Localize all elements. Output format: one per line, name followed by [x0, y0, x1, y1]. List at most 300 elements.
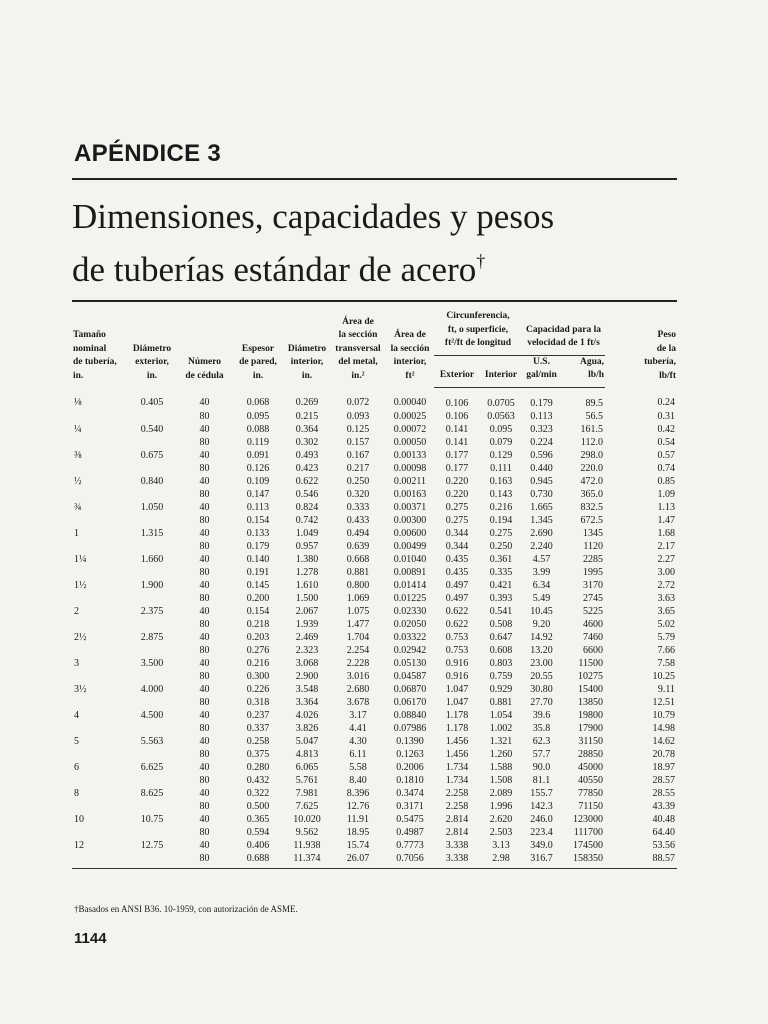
cell-circ-interior: 0.129: [489, 449, 513, 461]
table-row: [72, 514, 677, 527]
cell-peso: 2.72: [657, 579, 675, 591]
cell-espesor: 0.258: [246, 735, 270, 747]
cell-circ-interior: 1.054: [489, 709, 513, 721]
cell-tamano: ¼: [74, 423, 82, 435]
cell-diametro-exterior: 12.75: [140, 839, 164, 851]
cell-diametro-exterior: [127, 826, 177, 839]
cell-tamano: [72, 722, 127, 735]
cell-cap-agua: 13850: [578, 696, 603, 708]
cell-cap-gal: 0.179: [530, 397, 553, 409]
cell-cedula: 80: [199, 462, 210, 474]
cell-cedula: 80: [199, 748, 210, 760]
cell-diametro-exterior: [127, 618, 177, 631]
cell-cap-agua: 672.5: [580, 514, 603, 526]
cell-area-metal: 8.40: [349, 774, 367, 786]
cell-espesor: 0.237: [246, 709, 270, 721]
cell-cedula: 40: [199, 839, 210, 851]
cell-cedula: 40: [199, 475, 210, 487]
cell-diametro-exterior: [127, 852, 177, 869]
table-row: [72, 800, 677, 813]
cell-espesor: 0.375: [246, 748, 270, 760]
cell-espesor: 0.109: [246, 475, 270, 487]
cell-diametro-exterior: [127, 566, 177, 579]
cell-area-metal: 1.477: [346, 618, 370, 630]
cell-cap-agua: 19800: [578, 709, 603, 721]
cell-tamano: 2: [74, 605, 79, 617]
cell-cap-agua: 7460: [583, 631, 603, 643]
cell-cap-gal: 2.690: [530, 527, 553, 539]
table-row: [72, 722, 677, 735]
cell-peso: 5.02: [657, 618, 675, 630]
cell-cap-agua: 40550: [578, 774, 603, 786]
cell-peso: 1.47: [657, 514, 675, 526]
cell-cap-gal: 0.945: [530, 475, 553, 487]
cell-cap-agua: 112.0: [580, 436, 603, 448]
cell-diametro-interior: 3.548: [295, 683, 319, 695]
cell-cap-gal: 349.0: [530, 839, 553, 851]
cell-cedula: 80: [199, 722, 210, 734]
cell-area-metal: 0.668: [346, 553, 370, 565]
cell-cap-gal: 316.7: [522, 852, 561, 869]
table-row: [72, 631, 677, 644]
cell-cedula: 40: [199, 683, 210, 695]
cell-espesor: 0.088: [246, 423, 270, 435]
cell-diametro-interior: 0.423: [295, 462, 319, 474]
title-line-2: de tuberías estándar de acero: [72, 250, 477, 289]
cell-diametro-exterior: 1.050: [140, 501, 164, 513]
cell-diametro-interior: 2.067: [295, 605, 319, 617]
cell-diametro-exterior: [127, 670, 177, 683]
cell-cedula: 40: [199, 501, 210, 513]
cell-tamano: 8: [74, 787, 79, 799]
cell-cap-agua: 472.0: [580, 475, 603, 487]
cell-diametro-exterior: 2.875: [140, 631, 164, 643]
cell-espesor: 0.594: [246, 826, 270, 838]
cell-cap-gal: 4.57: [532, 553, 551, 565]
cell-diametro-exterior: 4.000: [140, 683, 164, 695]
cell-circ-interior: 0.508: [489, 618, 513, 630]
cell-peso: 0.54: [657, 436, 675, 448]
cell-espesor: 0.280: [246, 761, 270, 773]
cell-diametro-interior: 1.500: [295, 592, 319, 604]
cell-area-interior: 0.01225: [393, 592, 427, 604]
table-row: [72, 436, 677, 449]
cell-tamano: 1¼: [74, 553, 87, 565]
cell-circ-exterior: 1.456: [445, 735, 469, 747]
cell-peso: 7.66: [657, 644, 675, 656]
cell-cedula: 80: [199, 436, 210, 448]
cell-cedula: 80: [199, 488, 210, 500]
cell-cap-agua: 111700: [573, 826, 603, 838]
cell-cap-gal: 23.00: [530, 657, 553, 669]
cell-espesor: 0.119: [246, 436, 270, 448]
cell-circ-interior: 0.0563: [487, 410, 515, 422]
cell-cedula: 40: [199, 813, 210, 825]
table-row: [72, 488, 677, 501]
cell-circ-interior: 0.361: [489, 553, 513, 565]
pipe-dimensions-table: [72, 308, 677, 869]
cell-area-metal: 15.74: [346, 839, 370, 851]
cell-area-metal: 0.072: [346, 397, 370, 409]
header-area-metal: Área de la sección transversal del metal, in.²: [335, 316, 381, 381]
title-footnote-mark: †: [476, 251, 486, 271]
cell-cap-gal: 20.55: [530, 670, 553, 682]
cell-peso: 0.31: [657, 410, 675, 422]
page-number: 1144: [74, 930, 107, 947]
cell-espesor: 0.432: [246, 774, 270, 786]
cell-circ-exterior: 0.753: [445, 644, 469, 656]
header-cap-gal: U.S. gal/min: [522, 355, 561, 387]
header-diametro-exterior: Diámetro exterior, in.: [132, 343, 172, 381]
cell-tamano: [72, 462, 127, 475]
cell-cap-gal: 0.730: [530, 488, 553, 500]
cell-diametro-interior: 0.493: [295, 449, 319, 461]
cell-peso: 3.65: [657, 605, 675, 617]
cell-cap-agua: 365.0: [580, 488, 603, 500]
cell-cap-gal: 0.596: [530, 449, 553, 461]
cell-cedula: 80: [199, 696, 210, 708]
cell-diametro-exterior: 0.840: [140, 475, 164, 487]
cell-cap-gal: 246.0: [530, 813, 553, 825]
cell-diametro-exterior: 1.900: [140, 579, 164, 591]
cell-area-metal: 0.250: [346, 475, 370, 487]
cell-espesor: 0.216: [246, 657, 270, 669]
cell-cap-gal: 155.7: [530, 787, 553, 799]
cell-diametro-interior: 3.826: [295, 722, 319, 734]
cell-cedula: 80: [199, 540, 210, 552]
table-row: [72, 540, 677, 553]
cell-diametro-interior: 0.824: [295, 501, 319, 513]
cell-circ-exterior: 1.047: [445, 683, 469, 695]
cell-peso: 0.24: [657, 397, 675, 409]
cell-circ-interior: 0.143: [489, 488, 513, 500]
table-row: [72, 852, 677, 869]
cell-circ-interior: 0.335: [489, 566, 513, 578]
cell-cedula: 80: [199, 592, 210, 604]
table-top-rule: [72, 300, 677, 302]
cell-cap-agua: 4600: [583, 618, 603, 630]
cell-circ-exterior: 0.177: [445, 449, 469, 461]
cell-area-metal: 0.320: [346, 488, 370, 500]
cell-area-metal: 2.680: [346, 683, 370, 695]
cell-tamano: 1: [74, 527, 79, 539]
cell-circ-interior: 0.275: [489, 527, 513, 539]
cell-area-metal: 0.167: [346, 449, 370, 461]
cell-diametro-interior: 3.068: [295, 657, 319, 669]
cell-peso: 14.98: [652, 722, 675, 734]
cell-cap-agua: 220.0: [580, 462, 603, 474]
cell-espesor: 0.145: [246, 579, 270, 591]
cell-area-metal: 0.800: [346, 579, 370, 591]
cell-diametro-exterior: 0.540: [140, 423, 164, 435]
cell-area-interior: 0.01414: [393, 579, 427, 591]
cell-peso: 2.17: [657, 540, 675, 552]
cell-cedula: 40: [199, 527, 210, 539]
cell-diametro-exterior: [127, 436, 177, 449]
table-row: [72, 813, 677, 826]
cell-cap-gal: 0.224: [530, 436, 553, 448]
cell-area-interior: 0.00050: [393, 436, 427, 448]
cell-espesor: 0.300: [246, 670, 270, 682]
cell-tamano: [72, 696, 127, 709]
cell-area-interior: 0.2006: [396, 761, 424, 773]
cell-peso: 28.55: [652, 787, 675, 799]
cell-area-interior: 0.07986: [393, 722, 427, 734]
cell-espesor: 0.154: [246, 605, 270, 617]
cell-cedula: 40: [199, 579, 210, 591]
cell-diametro-interior: 4.026: [295, 709, 319, 721]
cell-espesor: 0.200: [246, 592, 270, 604]
cell-peso: 9.11: [657, 683, 675, 695]
cell-diametro-exterior: [127, 540, 177, 553]
cell-circ-exterior: 3.338: [445, 839, 469, 851]
cell-peso: 10.79: [652, 709, 675, 721]
cell-diametro-interior: 10.020: [293, 813, 321, 825]
cell-circ-interior: 0.929: [489, 683, 513, 695]
cell-area-metal: 1.075: [346, 605, 370, 617]
cell-area-interior: 0.00300: [393, 514, 427, 526]
cell-cedula: 40: [199, 423, 210, 435]
cell-peso: 12.51: [652, 696, 675, 708]
cell-peso: 0.74: [657, 462, 675, 474]
cell-peso: 40.48: [652, 813, 675, 825]
cell-diametro-interior: 1.278: [295, 566, 319, 578]
cell-area-metal: 26.07: [330, 852, 386, 869]
cell-diametro-exterior: [127, 722, 177, 735]
cell-tamano: 3½: [74, 683, 87, 695]
cell-cedula: 80: [199, 826, 210, 838]
cell-diametro-exterior: 3.500: [140, 657, 164, 669]
table-row: [72, 839, 677, 852]
cell-tamano: ¾: [74, 501, 82, 513]
cell-circ-interior: 1.508: [489, 774, 513, 786]
cell-diametro-interior: 1.939: [295, 618, 319, 630]
cell-area-interior: 0.00025: [393, 410, 427, 422]
cell-espesor: 0.365: [246, 813, 270, 825]
cell-area-metal: 11.91: [346, 813, 370, 825]
header-diametro-interior: Diámetro interior, in.: [287, 343, 327, 381]
cell-diametro-exterior: 8.625: [140, 787, 164, 799]
cell-cap-agua: 6600: [583, 644, 603, 656]
cell-area-metal: 0.433: [346, 514, 370, 526]
cell-area-interior: 0.7773: [396, 839, 424, 851]
header-peso: Peso de la tubería, lb/ft: [644, 330, 676, 381]
cell-tamano: [72, 670, 127, 683]
cell-area-interior: 0.3474: [396, 787, 424, 799]
cell-tamano: ½: [74, 475, 82, 487]
cell-cedula: 80: [199, 670, 210, 682]
cell-tamano: [72, 566, 127, 579]
cell-circ-exterior: 0.275: [445, 501, 469, 513]
cell-peso: 1.68: [657, 527, 675, 539]
cell-circ-exterior: 0.916: [445, 670, 469, 682]
cell-tamano: ⅜: [74, 449, 82, 461]
cell-cap-agua: 1120: [583, 540, 603, 552]
cell-espesor: 0.406: [246, 839, 270, 851]
cell-circ-exterior: 0.141: [445, 436, 469, 448]
cell-circ-exterior: 0.435: [445, 566, 469, 578]
cell-diametro-exterior: [127, 696, 177, 709]
cell-circ-interior: 0.250: [489, 540, 513, 552]
cell-espesor: 0.095: [246, 410, 270, 422]
cell-cap-gal: 13.20: [530, 644, 553, 656]
cell-area-metal: 2.254: [346, 644, 370, 656]
cell-diametro-exterior: [127, 748, 177, 761]
cell-cedula: 40: [199, 553, 210, 565]
cell-diametro-exterior: 6.625: [140, 761, 164, 773]
cell-circ-exterior: 0.220: [445, 488, 469, 500]
cell-circ-exterior: 3.338: [434, 852, 480, 869]
cell-cedula: 80: [199, 410, 210, 422]
cell-diametro-interior: 1.610: [295, 579, 319, 591]
table-row: [72, 566, 677, 579]
cell-cap-agua: 45000: [578, 761, 603, 773]
cell-espesor: 0.218: [246, 618, 270, 630]
cell-area-interior: 0.01040: [393, 553, 427, 565]
cell-cap-agua: 298.0: [580, 449, 603, 461]
cell-cap-agua: 31150: [578, 735, 603, 747]
cell-espesor: 0.068: [246, 397, 270, 409]
cell-tamano: 3: [74, 657, 79, 669]
cell-diametro-exterior: 0.405: [140, 397, 164, 409]
cell-circ-interior: 0.194: [489, 514, 513, 526]
cell-area-interior: 0.08840: [393, 709, 427, 721]
table-row: [72, 592, 677, 605]
cell-diametro-exterior: 5.563: [140, 735, 164, 747]
table-row: [72, 644, 677, 657]
table-row: [72, 475, 677, 488]
cell-cap-gal: 81.1: [532, 774, 551, 786]
cell-peso: 0.42: [657, 423, 675, 435]
cell-cap-agua: 28850: [578, 748, 603, 760]
cell-circ-interior: 0.647: [489, 631, 513, 643]
cell-circ-exterior: 1.178: [445, 722, 469, 734]
cell-peso: 3.00: [657, 566, 675, 578]
table-row: [72, 462, 677, 475]
cell-cap-agua: 1995: [583, 566, 603, 578]
cell-area-interior: 0.00499: [393, 540, 427, 552]
cell-area-interior: 0.3171: [396, 800, 424, 812]
cell-diametro-exterior: 2.375: [140, 605, 164, 617]
cell-circ-exterior: 1.456: [445, 748, 469, 760]
cell-cap-agua: 56.5: [585, 410, 603, 422]
cell-cap-agua: 71150: [578, 800, 603, 812]
cell-cap-agua: 174500: [573, 839, 603, 851]
cell-tamano: 1½: [74, 579, 87, 591]
cell-diametro-interior: 0.269: [295, 397, 319, 409]
cell-tamano: [72, 748, 127, 761]
cell-circ-interior: 2.620: [489, 813, 513, 825]
cell-espesor: 0.276: [246, 644, 270, 656]
cell-circ-interior: 0.163: [489, 475, 513, 487]
cell-circ-interior: 0.393: [489, 592, 513, 604]
cell-cedula: 80: [199, 774, 210, 786]
cell-cap-gal: 14.92: [530, 631, 553, 643]
cell-peso: 64.40: [652, 826, 675, 838]
cell-circ-interior: 0.095: [489, 423, 513, 435]
cell-circ-exterior: 0.622: [445, 618, 469, 630]
cell-cap-agua: 15400: [578, 683, 603, 695]
cell-espesor: 0.203: [246, 631, 270, 643]
header-capacidad: Capacidad para la velocidad de 1 ft/s: [522, 308, 605, 355]
cell-diametro-interior: 5.761: [295, 774, 319, 786]
cell-tamano: [72, 410, 127, 423]
cell-peso: 3.63: [657, 592, 675, 604]
cell-area-metal: 1.704: [346, 631, 370, 643]
cell-diametro-interior: 7.981: [295, 787, 319, 799]
table-row: [72, 449, 677, 462]
cell-cedula: 80: [177, 852, 232, 869]
cell-diametro-exterior: [127, 800, 177, 813]
cell-circ-interior: 0.759: [489, 670, 513, 682]
cell-circ-exterior: 1.047: [445, 696, 469, 708]
cell-cap-gal: 57.7: [532, 748, 551, 760]
cell-tamano: [72, 488, 127, 501]
top-rule: [72, 178, 677, 180]
table-row: [72, 787, 677, 800]
cell-circ-exterior: 0.106: [445, 410, 469, 422]
cell-area-interior: 0.00040: [393, 397, 427, 409]
cell-area-metal: 4.41: [349, 722, 367, 734]
cell-cap-gal: 9.20: [532, 618, 551, 630]
cell-cedula: 80: [199, 514, 210, 526]
cell-cedula: 40: [199, 657, 210, 669]
cell-circ-exterior: 0.916: [445, 657, 469, 669]
cell-diametro-interior: 4.813: [295, 748, 319, 760]
cell-diametro-exterior: [127, 774, 177, 787]
cell-cap-gal: 223.4: [530, 826, 553, 838]
cell-area-interior: 0.02050: [393, 618, 427, 630]
cell-cap-agua: 5225: [583, 605, 603, 617]
cell-area-interior: 0.00211: [393, 475, 427, 487]
cell-circ-exterior: 1.178: [445, 709, 469, 721]
cell-tamano: [72, 644, 127, 657]
cell-circ-exterior: 0.622: [445, 605, 469, 617]
cell-area-metal: 6.11: [349, 748, 367, 760]
cell-cap-agua: 2285: [583, 553, 603, 565]
cell-tamano: ⅛: [74, 397, 82, 409]
cell-peso: 1.13: [657, 501, 675, 513]
cell-circ-exterior: 0.435: [445, 553, 469, 565]
cell-cedula: 80: [199, 566, 210, 578]
cell-cap-gal: 6.34: [532, 579, 551, 591]
cell-cap-gal: 30.80: [530, 683, 553, 695]
cell-peso: 28.57: [652, 774, 675, 786]
cell-cedula: 40: [199, 449, 210, 461]
cell-tamano: [72, 592, 127, 605]
cell-espesor: 0.179: [246, 540, 270, 552]
cell-tamano: 4: [74, 709, 79, 721]
table-row: [72, 696, 677, 709]
cell-cap-agua: 11500: [578, 657, 603, 669]
cell-circ-interior: 2.503: [489, 826, 513, 838]
cell-area-metal: 3.17: [349, 709, 367, 721]
cell-cap-gal: 142.3: [530, 800, 553, 812]
cell-diametro-interior: 0.957: [295, 540, 319, 552]
cell-tamano: 10: [74, 813, 84, 825]
cell-area-metal: 0.494: [346, 527, 370, 539]
cell-cap-gal: 1.345: [530, 514, 553, 526]
cell-diametro-exterior: [127, 592, 177, 605]
cell-area-metal: 0.333: [346, 501, 370, 513]
cell-circ-interior: 2.089: [489, 787, 513, 799]
cell-tamano: 6: [74, 761, 79, 773]
cell-cedula: 40: [199, 787, 210, 799]
cell-espesor: 0.154: [246, 514, 270, 526]
cell-diametro-interior: 7.625: [295, 800, 319, 812]
cell-area-metal: 3.016: [346, 670, 370, 682]
cell-cap-gal: 0.113: [530, 410, 553, 422]
